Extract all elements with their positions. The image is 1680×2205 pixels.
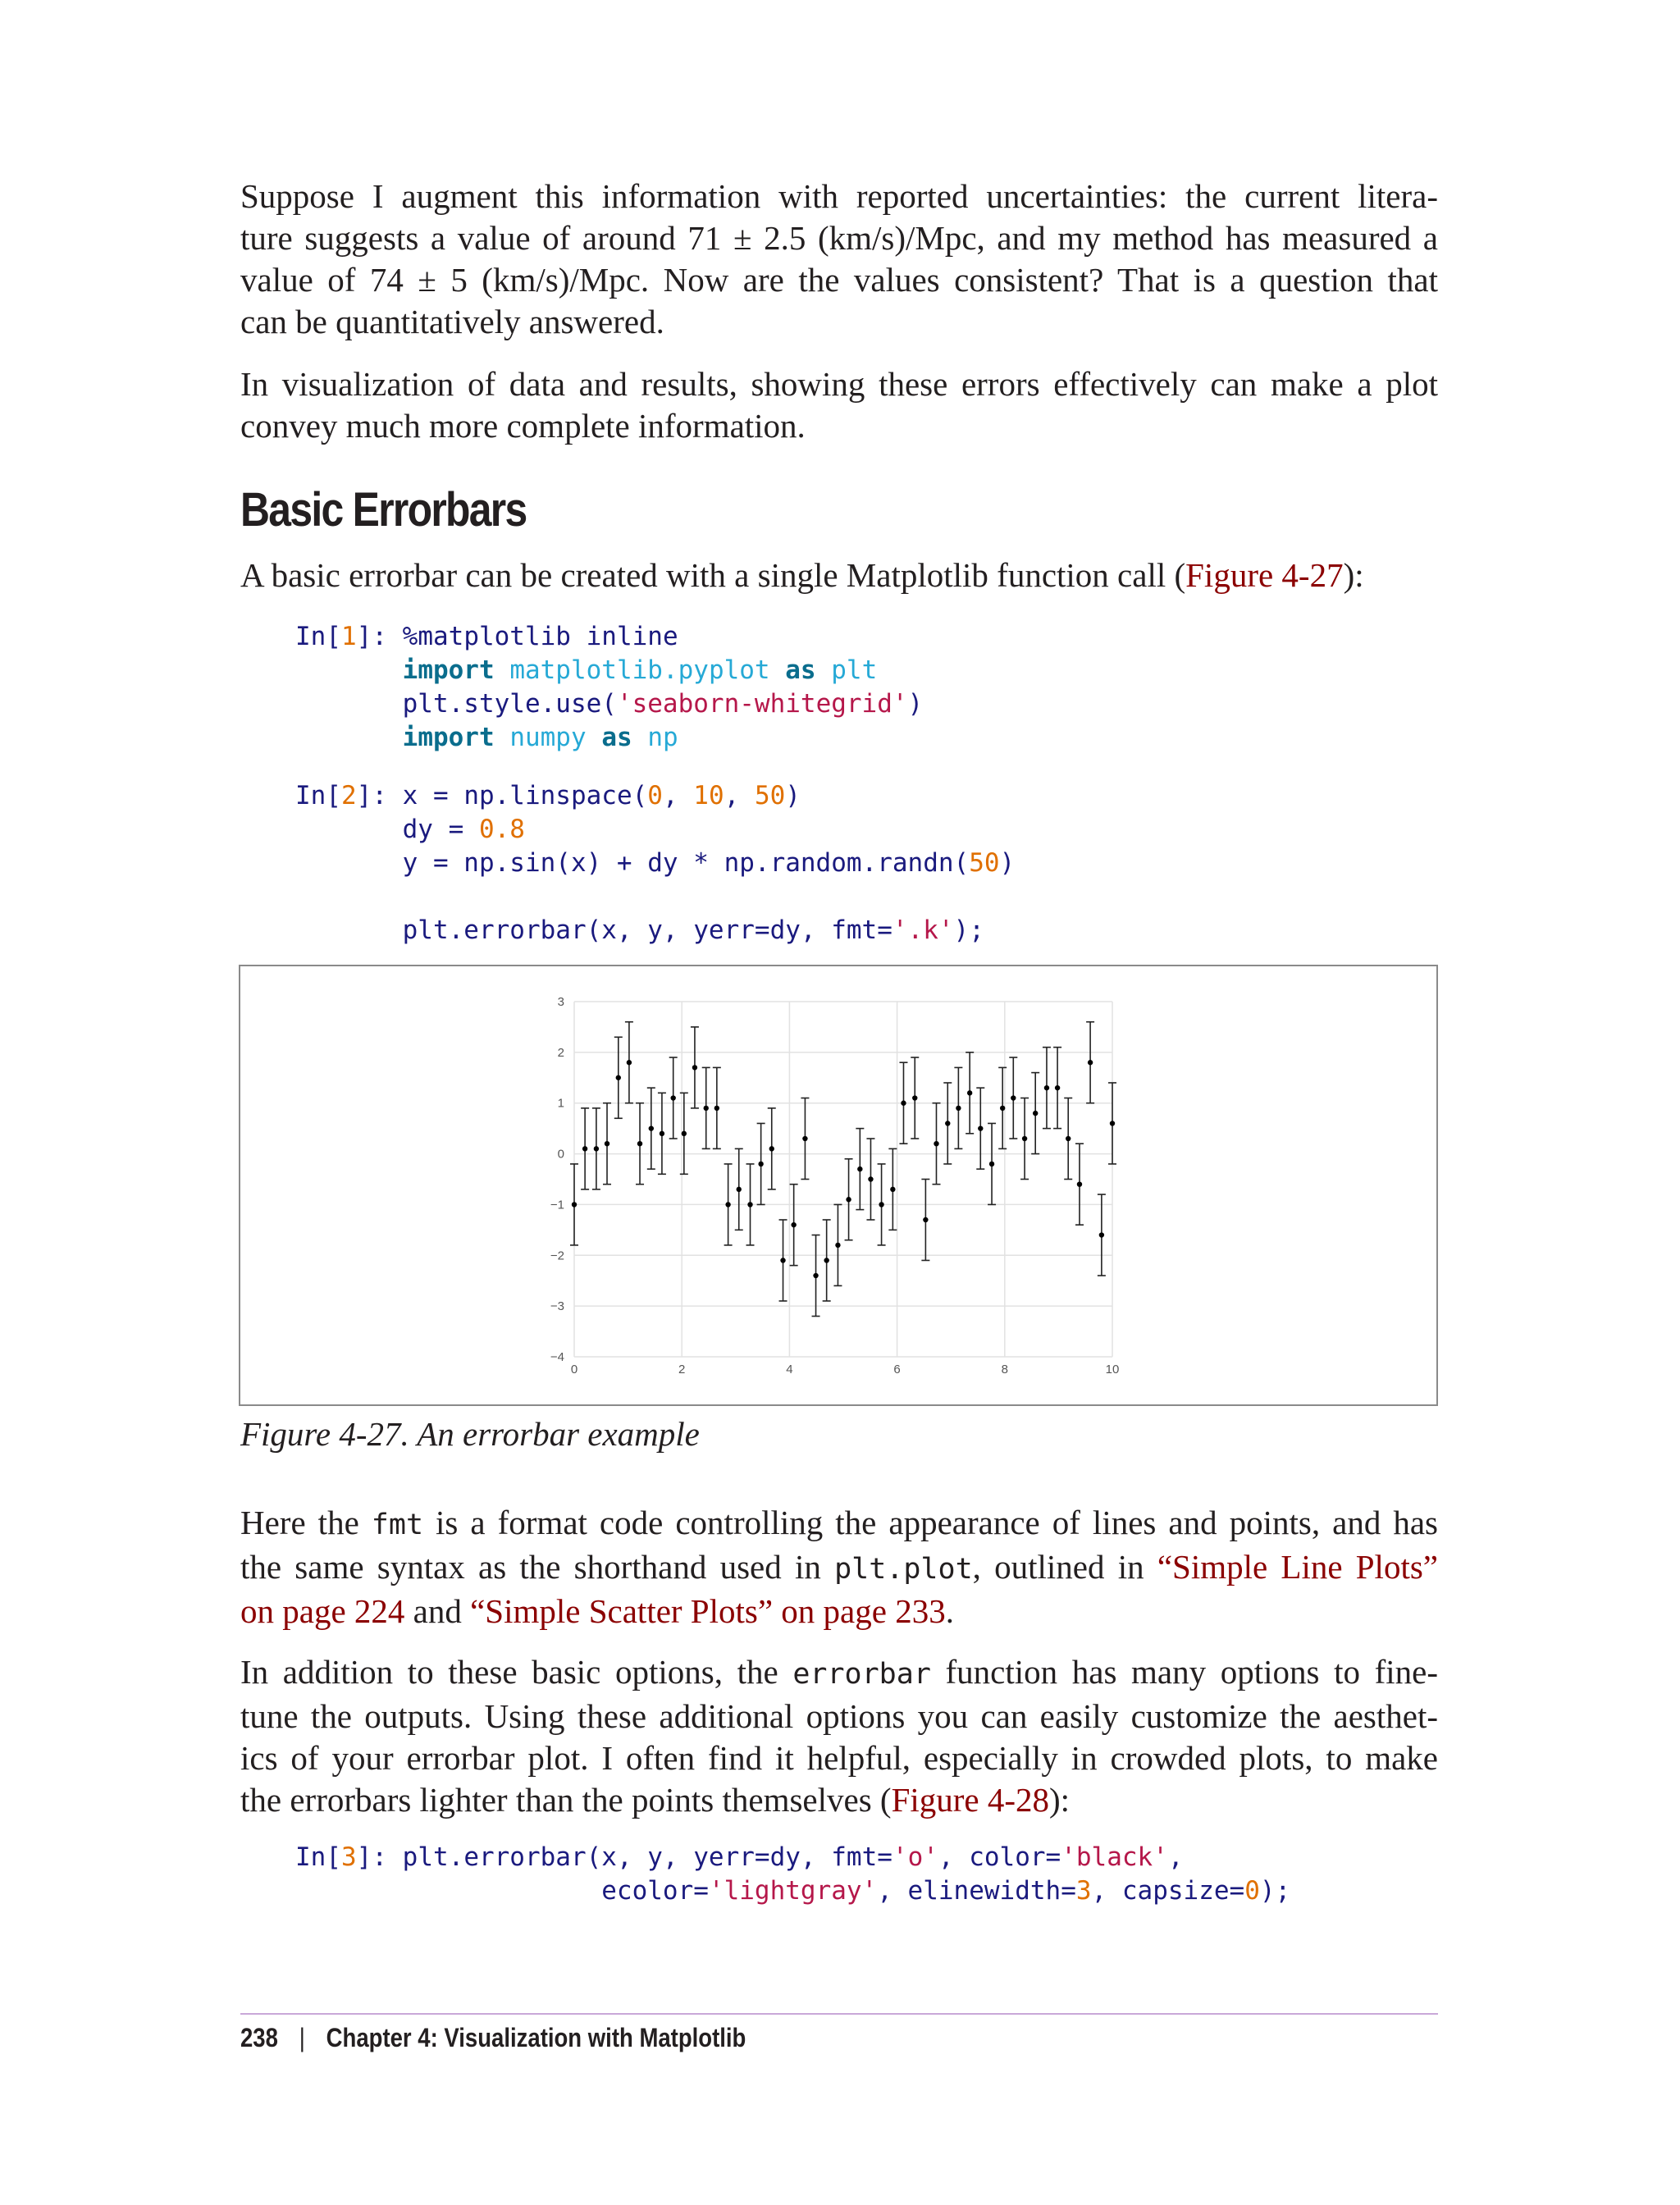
errorbar-chart [240, 966, 1436, 1404]
code-cell-2: In[2]: x = np.linspace(0, 10, 50) dy = 0.8 y = np.sin(x) + dy * np.random.randn(50) plt.errorbar(x, y, yerr=dy, fmt='.k'); [295, 781, 1016, 945]
paragraph-visualization [240, 363, 1438, 447]
paragraph-basic-errorbar [240, 555, 1438, 596]
data-point [582, 1146, 587, 1151]
data-point [660, 1131, 664, 1136]
data-point [714, 1106, 719, 1111]
data-point [758, 1162, 763, 1166]
paragraph-options [240, 1651, 1438, 1821]
data-point [627, 1060, 632, 1065]
text-span: function has many options to fine- [930, 1653, 1438, 1691]
data-point [846, 1197, 851, 1202]
text-line: In visualization of data and results, showing these errors effectively can make a plot [240, 365, 1438, 403]
text-line: can be quantitatively answered. [240, 303, 664, 340]
x-tick-label: 4 [786, 1363, 793, 1376]
data-point [780, 1258, 785, 1262]
text-span: Here the [240, 1504, 372, 1541]
inline-code: errorbar [792, 1658, 931, 1691]
data-point [692, 1065, 697, 1070]
text-line [240, 1502, 1438, 1546]
data-point [671, 1095, 676, 1100]
y-tick-label: −3 [550, 1299, 564, 1314]
text-span: A basic errorbar can be created with a single Matplotlib function call ( [240, 556, 1186, 594]
figure-caption: Figure 4-27. An errorbar example [240, 1415, 700, 1453]
data-point [1000, 1106, 1005, 1111]
data-point [616, 1075, 621, 1080]
data-point [747, 1202, 752, 1207]
data-point [637, 1141, 642, 1146]
text-span: the same syntax as the shorthand used in [240, 1548, 835, 1586]
text-line [240, 1546, 1438, 1591]
text-line: ture suggests a value of around 71 ± 2.5 (km/s)/Mpc, and my method has measured a [240, 219, 1438, 257]
x-tick-label: 6 [893, 1363, 901, 1376]
inline-code: fmt [371, 1509, 424, 1541]
data-point [978, 1125, 983, 1130]
chapter-title: Chapter 4: Visualization with Matplotlib [326, 2023, 746, 2052]
section-link-scatter-plots[interactable]: “Simple Scatter Plots” on page 233 [470, 1592, 946, 1630]
text-span: and [404, 1592, 471, 1630]
data-point [1088, 1060, 1093, 1065]
data-point [649, 1125, 654, 1130]
data-point [704, 1106, 709, 1111]
data-point [956, 1106, 961, 1111]
data-point [989, 1162, 994, 1166]
data-point [572, 1202, 577, 1207]
y-tick-label: −1 [550, 1198, 564, 1212]
data-point [1066, 1136, 1071, 1141]
text-line: ics of your errorbar plot. I often find it helpful, especially in crowded plots, to make [240, 1739, 1438, 1777]
text-line [240, 555, 1438, 596]
text-line [240, 1651, 1438, 1696]
text-span: the errorbars lighter than the points themselves ( [240, 1781, 892, 1819]
data-point [835, 1243, 840, 1248]
data-point [901, 1101, 906, 1106]
data-point [682, 1131, 687, 1136]
y-tick-label: −2 [550, 1249, 564, 1263]
data-point [868, 1176, 873, 1181]
data-point [945, 1121, 950, 1125]
page-link-224[interactable]: on page 224 [240, 1592, 405, 1630]
data-point [1077, 1181, 1082, 1186]
text-span: ): [1343, 556, 1364, 594]
section-heading: Basic Errorbars [240, 483, 527, 536]
text-span: In addition to these basic options, the [240, 1653, 793, 1691]
text-line [240, 1779, 1438, 1821]
footer-separator: | [299, 2023, 305, 2052]
data-point [824, 1258, 829, 1262]
y-tick-label: 1 [557, 1096, 564, 1111]
data-point [857, 1166, 862, 1171]
data-point [879, 1202, 883, 1207]
text-span: ): [1049, 1781, 1071, 1819]
y-tick-label: 0 [557, 1147, 564, 1162]
data-point [1022, 1136, 1027, 1141]
text-span: , outlined in [972, 1548, 1157, 1586]
inline-code: plt.plot [834, 1553, 973, 1586]
data-point [1033, 1111, 1038, 1116]
y-tick-label: −4 [550, 1350, 564, 1364]
paragraph-uncertainties [240, 176, 1438, 343]
y-tick-label: 3 [557, 995, 564, 1009]
data-point [737, 1187, 742, 1192]
data-point [725, 1202, 730, 1207]
page-footer [240, 2023, 746, 2053]
data-point [890, 1187, 895, 1192]
data-point [923, 1217, 928, 1222]
x-tick-label: 0 [570, 1363, 578, 1376]
text-span: is a format code controlling the appearance of lines and points, and has [423, 1504, 1438, 1541]
paragraph-fmt [240, 1502, 1438, 1632]
data-point [813, 1273, 818, 1278]
text-line [240, 1591, 1438, 1632]
data-point [934, 1141, 938, 1146]
text-span: . [945, 1592, 954, 1630]
data-point [967, 1090, 972, 1095]
figure-link[interactable]: Figure 4-27 [1185, 556, 1344, 594]
x-tick-label: 2 [678, 1363, 686, 1376]
data-point [594, 1146, 599, 1151]
code-cell-1: In[1]: %matplotlib inline import matplotlib.pyplot as plt plt.style.use('seaborn-whitegrid') import numpy as np [295, 622, 924, 752]
data-point [1099, 1232, 1104, 1237]
data-point [802, 1136, 807, 1141]
text-line: convey much more complete information. [240, 407, 806, 445]
data-point [605, 1141, 609, 1146]
data-point [769, 1146, 774, 1151]
data-point [1044, 1085, 1049, 1090]
code-cell-3: In[3]: plt.errorbar(x, y, yerr=dy, fmt='o', color='black', ecolor='lightgray', elinewidth=3, capsize=0); [295, 1842, 1291, 1906]
text-line: tune the outputs. Using these additional options you can easily customize the aesthet- [240, 1697, 1438, 1735]
figure-4-27 [239, 965, 1438, 1406]
data-point [791, 1222, 796, 1227]
x-tick-label: 10 [1105, 1363, 1120, 1376]
section-link-line-plots[interactable]: “Simple Line Plots” [1157, 1548, 1438, 1586]
footer-rule [240, 2013, 1438, 2015]
page-number: 238 [240, 2023, 278, 2052]
data-point [1011, 1095, 1016, 1100]
text-line: value of 74 ± 5 (km/s)/Mpc. Now are the values consistent? That is a question that [240, 261, 1438, 299]
data-point [912, 1095, 917, 1100]
x-tick-label: 8 [1001, 1363, 1008, 1376]
text-line: Suppose I augment this information with reported uncertainties: the current litera- [240, 177, 1438, 215]
data-point [1110, 1121, 1115, 1125]
y-tick-label: 2 [557, 1045, 564, 1060]
data-point [1055, 1085, 1060, 1090]
figure-link[interactable]: Figure 4-28 [891, 1781, 1050, 1819]
